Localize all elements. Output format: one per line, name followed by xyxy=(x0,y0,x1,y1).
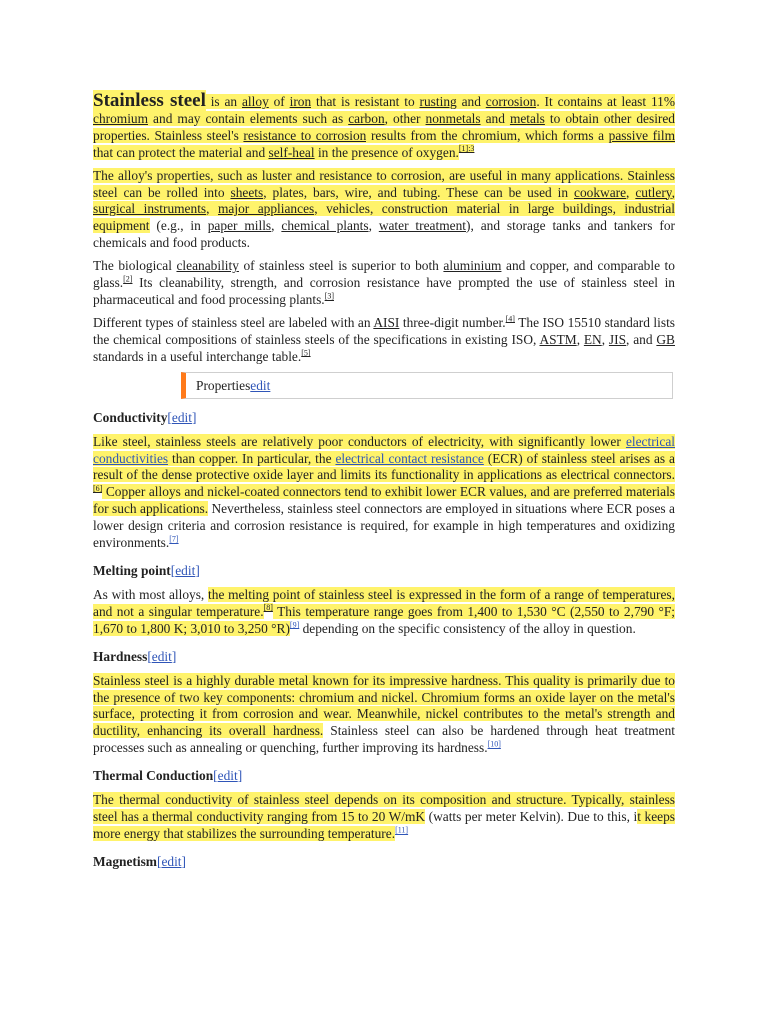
ref-1[interactable]: [1]:3 xyxy=(458,144,475,154)
link-passive-film[interactable]: passive film xyxy=(608,127,675,143)
hardness-edit-link[interactable]: edit xyxy=(151,648,172,664)
melting-paragraph: As with most alloys, the melting point of stainless steel is expressed in the form of a range of temperatures, and not a singular temperature.[8] This temperature range goes from 1,400 to 1,530 °C (2,550 to 2,790 °F; 1,670 to 1,800 K; 3,010 to 3,250 °R)[9] depending on the specific consistency of the alloy in question. xyxy=(93,586,675,636)
ref-4[interactable]: [4] xyxy=(505,314,515,324)
link-rusting[interactable]: rusting xyxy=(419,94,457,109)
heading-thermal-conduction: Thermal Conduction[edit] xyxy=(93,768,243,784)
ref-6[interactable]: [6] xyxy=(93,483,103,493)
melting-edit-link[interactable]: edit xyxy=(175,562,196,578)
conductivity-edit-link[interactable]: edit xyxy=(171,409,192,425)
conductivity-paragraph: Like steel, stainless steels are relatively poor conductors of electricity, with significantly lower electrical conductivities than copper. In particular, the electrical contact resistance (ECR) of stainless steel arises as a result of the dense protective oxide layer and limits its functionality in applications as electrical connectors.[6] Copper alloys and nickel-coated connectors tend to exhibit lower ECR values, and are preferred materials for such applications. Nevertheless, stainless steel connectors are employed in situations where ECR poses a lower design criteria and corrosion resistance is required, for example in high temperatures and oxidizing environments.[7] xyxy=(93,433,676,551)
intro-paragraph-1: Stainless steel is an alloy of iron that is resistant to rusting and corrosion. It contains at least 11% chromium and may contain elements such as carbon, other nonmetals and metals to obtain other desired properties. Stainless steel's resistance to corrosion results from the chromium, which forms a passive film that can protect the material and self-heal in the presence of oxygen.$^{[1]:3}$ xyxy=(93,90,676,160)
link-metals[interactable]: metals xyxy=(509,110,545,126)
link-gb[interactable]: GB xyxy=(656,331,675,347)
intro-paragraph-3: The biological cleanability of stainless steel is superior to both aluminium and copper, and comparable to glass.[2] Its cleanability, strength, and corrosion resistance have prompted the use of stainless steel in pharmaceutical and food processing plants.[3] xyxy=(93,258,675,307)
link-surgical-instruments[interactable]: surgical instruments xyxy=(93,201,207,217)
link-aisi[interactable]: AISI xyxy=(373,314,400,330)
link-electrical-conductivities[interactable]: electrical conductivities xyxy=(93,433,675,466)
properties-label: Properties xyxy=(196,377,251,393)
link-chemical-plants[interactable]: chemical plants xyxy=(281,218,369,234)
link-electrical-contact-resistance[interactable]: electrical contact resistance xyxy=(335,450,484,466)
hardness-paragraph: Stainless steel is a highly durable metal known for its impressive hardness. This quality is primarily due to the presence of two key components: chromium and nickel. Chromium forms an oxide layer on the metal's surface, protecting it from corrosion and wear. Meanwhile, nickel contributes to the metal's strength and ductility, enhancing its overall hardness. Stainless steel can also be hardened through heat treatment processes such as annealing or quenching, further improving its hardness.[10] xyxy=(93,672,675,756)
link-aluminium[interactable]: aluminium xyxy=(443,258,502,274)
link-carbon[interactable]: carbon xyxy=(348,110,385,126)
link-self-heal[interactable]: self-heal xyxy=(268,144,315,160)
thermal-paragraph: The thermal conductivity of stainless steel depends on its composition and structure. Typically, stainless steel has a thermal conductivity ranging from 15 to 20 W/mK (watts per meter Kelvin). Due to this, it keeps more energy that stabilizes the surrounding temperature.[11] xyxy=(93,792,675,841)
properties-section-box xyxy=(181,372,673,399)
link-cutlery[interactable]: cutlery xyxy=(635,184,672,200)
ref-7[interactable]: [7] xyxy=(169,534,179,544)
ref-2[interactable]: [2] xyxy=(123,274,133,284)
link-cleanability[interactable]: cleanability xyxy=(176,258,239,274)
link-en[interactable]: EN xyxy=(583,331,602,347)
link-alloy[interactable]: alloy xyxy=(241,94,269,109)
link-iron[interactable]: iron xyxy=(289,94,312,109)
link-paper-mills[interactable]: paper mills xyxy=(207,218,272,234)
magnetism-edit-link[interactable]: edit xyxy=(161,853,182,869)
ref-9[interactable]: [9] xyxy=(289,620,300,630)
link-jis[interactable]: JIS xyxy=(608,331,627,347)
link-sheets[interactable]: sheets xyxy=(230,184,264,200)
link-nonmetals[interactable]: nonmetals xyxy=(425,110,481,126)
article xyxy=(93,90,676,878)
link-water-treatment[interactable]: water treatment xyxy=(378,218,466,234)
link-cookware[interactable]: cookware xyxy=(574,184,627,200)
link-major-appliances[interactable]: major appliances xyxy=(217,201,315,217)
intro-paragraph-2: The alloy's properties, such as luster and resistance to corrosion, are useful in many applications. Stainless steel can be rolled into sheets, plates, bars, wire, and tubing. These can be used in cookware, cutlery, surgical instruments, major appliances, vehicles, construction material in large buildings, industrial equipment (e.g., in paper mills, chemical plants, water treatment), and storage tanks and tankers for chemicals and food products. xyxy=(93,167,676,251)
intro-paragraph-4: Different types of stainless steel are labeled with an AISI three-digit number.[4] The ISO 15510 standard lists the chemical compositions of stainless steels of the specifications in existing ISO, ASTM, EN, JIS, and GB standards in a useful interchange table.[5] xyxy=(93,314,676,364)
ref-8[interactable]: [8] xyxy=(263,603,273,613)
link-resistance-to-corrosion[interactable]: resistance to corrosion xyxy=(243,127,367,143)
heading-melting-point: Melting point[edit] xyxy=(93,562,200,578)
link-chromium[interactable]: chromium xyxy=(93,110,149,126)
ref-10[interactable]: [10] xyxy=(487,739,501,749)
ref-11[interactable]: [11] xyxy=(395,825,409,835)
heading-magnetism: Magnetism[edit] xyxy=(93,853,186,869)
heading-hardness: Hardness[edit] xyxy=(93,648,177,664)
link-corrosion[interactable]: corrosion xyxy=(485,94,537,109)
link-astm[interactable]: ASTM xyxy=(539,331,577,347)
heading-conductivity: Conductivity[edit] xyxy=(93,409,197,425)
ref-3[interactable]: [3] xyxy=(324,291,334,301)
ref-5[interactable]: [5] xyxy=(301,348,311,358)
thermal-edit-link[interactable]: edit xyxy=(217,768,238,784)
properties-edit-link[interactable]: edit xyxy=(250,377,271,393)
article-title: Stainless steel xyxy=(93,90,206,111)
